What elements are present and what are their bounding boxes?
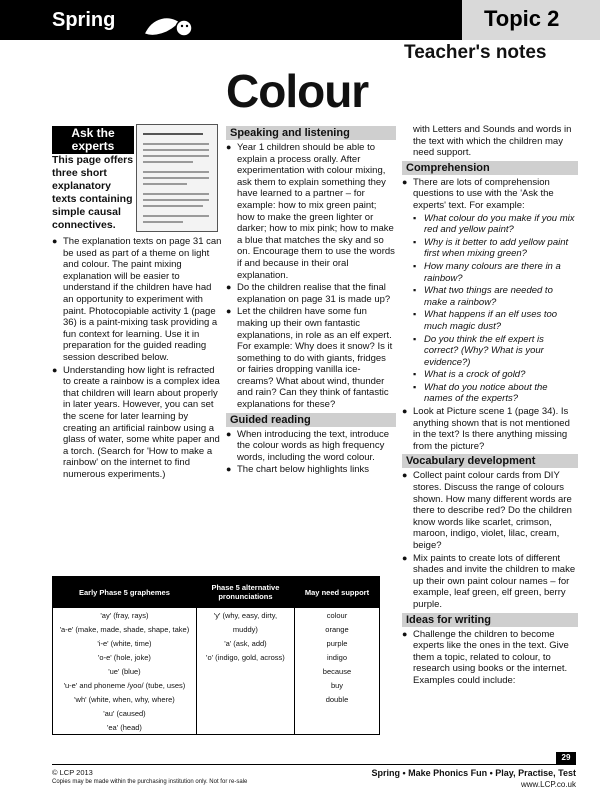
table-cell: 'o' (indigo, gold, across) bbox=[196, 650, 294, 664]
table-cell: indigo bbox=[294, 650, 379, 664]
table-header: May need support bbox=[294, 577, 379, 608]
question-item: ▪ Why is it better to add yellow paint first when mixing green? bbox=[413, 237, 578, 260]
table-row bbox=[53, 678, 380, 692]
table-cell bbox=[196, 692, 294, 706]
question-item: ▪ What is a crock of gold? bbox=[413, 369, 578, 381]
table-cell: 'o-e' (hole, joke) bbox=[53, 650, 197, 664]
guided-heading: Guided reading bbox=[226, 413, 396, 427]
series-title: Spring • Make Phonics Fun • Play, Practise, Test bbox=[371, 768, 576, 778]
vocab-heading: Vocabulary development bbox=[402, 454, 578, 468]
table-cell bbox=[196, 664, 294, 678]
comprehension-bullet: ● Look at Picture scene 1 (page 34). Is anything shown that is not mentioned in the text? Is there anything missing from the picture? bbox=[402, 406, 578, 452]
table-cell: 'ay' (fray, rays) bbox=[53, 608, 197, 623]
speaking-bullet: ● Do the children realise that the final explanation on page 31 is made up? bbox=[226, 282, 396, 305]
table-cell: muddy) bbox=[196, 622, 294, 636]
table-row bbox=[53, 706, 380, 720]
comprehension-heading: Comprehension bbox=[402, 161, 578, 175]
table-cell bbox=[196, 706, 294, 720]
table-cell: 'au' (caused) bbox=[53, 706, 197, 720]
table-cell: 'a-e' (make, made, shade, shape, take) bbox=[53, 622, 197, 636]
table-cell bbox=[196, 720, 294, 735]
spring-leaf-icon bbox=[140, 12, 194, 40]
ideas-heading: Ideas for writing bbox=[402, 613, 578, 627]
topic-label: Topic 2 bbox=[484, 6, 560, 31]
table-header: Phase 5 alternative pronunciations bbox=[196, 577, 294, 608]
table-cell: 'ue' (blue) bbox=[53, 664, 197, 678]
copy-note: Copies may be made within the purchasing institution only. Not for re-sale bbox=[52, 779, 248, 785]
table-row bbox=[53, 636, 380, 650]
table-row bbox=[53, 622, 380, 636]
season-label: Spring bbox=[52, 9, 116, 31]
table-cell: 'u-e' and phoneme /yoo/ (tube, uses) bbox=[53, 678, 197, 692]
table-cell: 'ea' (head) bbox=[53, 720, 197, 735]
table-row bbox=[53, 650, 380, 664]
table-cell bbox=[294, 706, 379, 720]
table-cell: colour bbox=[294, 608, 379, 623]
guided-bullet: ● When introducing the text, introduce the colour words as high frequency words, including the word colour. bbox=[226, 429, 396, 464]
ideas-bullet: ● Challenge the children to become experts like the ones in the text. Give them a topic, related to colour, to research using books or the internet. Examples could include: bbox=[402, 629, 578, 687]
table-cell: orange bbox=[294, 622, 379, 636]
table-cell: 'wh' (white, when, why, where) bbox=[53, 692, 197, 706]
table-row bbox=[53, 692, 380, 706]
speaking-bullet: ● Let the children have some fun making up their own fantastic explanations, in role as an elf expert. For example: Why does it snow? Is it something to do with giants, fridges or fairies dropping vanilla ice-creams? What about wind, thunder and rain? Can they think of fantastic explanations for these? bbox=[226, 306, 396, 410]
question-item: ▪ What two things are needed to make a rainbow? bbox=[413, 285, 578, 308]
question-item: ▪ What do you notice about the names of the experts? bbox=[413, 382, 578, 405]
copyright: © LCP 2013 bbox=[52, 768, 93, 777]
speaking-bullet: ● Year 1 children should be able to explain a process orally. After experimentation with colour mixing, ask them to explain something they have learned to a partner – for example: how to mix green paint; how to make the green lighter or darker; how to mix pink; how to make a blue that matches the sky and so on. Encourage them to use the words if and because in their oral explanation. bbox=[226, 142, 396, 281]
teachers-notes-title: Teacher's notes bbox=[404, 42, 547, 63]
question-item: ▪ What happens if an elf uses too much magic dust? bbox=[413, 309, 578, 332]
table-row bbox=[53, 664, 380, 678]
intro-text: This page offers three short explanatory texts containing simple causal connectives. bbox=[52, 154, 134, 231]
table-row bbox=[53, 720, 380, 735]
question-item: ▪ What colour do you make if you mix red and yellow paint? bbox=[413, 213, 578, 236]
footer-divider bbox=[52, 764, 576, 765]
table-cell bbox=[196, 678, 294, 692]
table-cell: 'i-e' (white, time) bbox=[53, 636, 197, 650]
question-item: ▪ Do you think the elf expert is correct? (Why? What is your evidence?) bbox=[413, 334, 578, 369]
table-cell: 'y' (why, easy, dirty, bbox=[196, 608, 294, 623]
table-cell: 'a' (ask, add) bbox=[196, 636, 294, 650]
comprehension-bullet: ● There are lots of comprehension questions to use with the 'Ask the experts' text. For example: bbox=[402, 177, 578, 212]
table-cell: because bbox=[294, 664, 379, 678]
question-item: ▪ How many colours are there in a rainbow? bbox=[413, 261, 578, 284]
middle-column bbox=[226, 124, 396, 477]
table-cell: double bbox=[294, 692, 379, 706]
guided-bullet: ● The chart below highlights links bbox=[226, 464, 396, 476]
speaking-heading: Speaking and listening bbox=[226, 126, 396, 140]
page-thumbnail bbox=[136, 124, 218, 232]
website-url: www.LCP.co.uk bbox=[521, 780, 576, 789]
vocab-bullet: ● Mix paints to create lots of different shades and invite the children to make up their own paint colour names – for example, leaf green, elf green, berry purple. bbox=[402, 553, 578, 611]
table-row bbox=[53, 608, 380, 623]
table-cell: purple bbox=[294, 636, 379, 650]
left-column bbox=[52, 236, 222, 481]
left-bullet: ● Understanding how light is refracted to create a rainbow is a complex idea that children will learn about properly in later years. However, you can set the scene for later learning by creating an artificial rainbow using a glass of water, some white paper and a torch. (Search for 'How to make a rainbow' on the internet to find numerous experiments.) bbox=[52, 365, 222, 481]
left-bullet: ● The explanation texts on page 31 can be used as part of a theme on light and colour. The paint mixing explanation will be easier to understand if the children have had an opportunity to experiment with paint. Photocopiable activity 1 (page 36) is a paint-mixing task providing a fun context for learning. Use it in preparation for the guided reading session described below. bbox=[52, 236, 222, 364]
page-title: Colour bbox=[226, 65, 369, 117]
right-column bbox=[402, 124, 578, 688]
phonics-table bbox=[52, 576, 380, 735]
table-header: Early Phase 5 graphemes bbox=[53, 577, 197, 608]
vocab-bullet: ● Collect paint colour cards from DIY stores. Discuss the range of colours shown. How many different words are there to describe red? Do the children know words like scarlet, crimson, maroon, indigo, violet, lilac, cream, beige? bbox=[402, 470, 578, 551]
right-top-text: with Letters and Sounds and words in the text with which the children may need support. bbox=[413, 124, 572, 159]
ask-experts-label: Ask the experts bbox=[52, 126, 134, 154]
table-cell: buy bbox=[294, 678, 379, 692]
table-cell bbox=[294, 720, 379, 735]
page-number: 29 bbox=[556, 752, 576, 764]
